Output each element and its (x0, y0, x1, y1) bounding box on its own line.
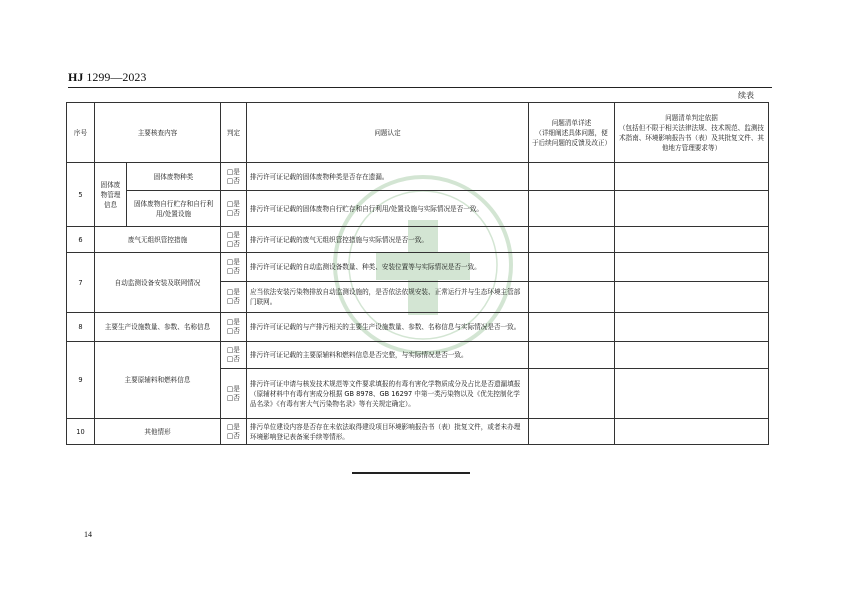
no-checkbox[interactable]: □否 (227, 355, 240, 363)
standard-code: HJ 1299—2023 (68, 70, 147, 84)
issue-cell: 排污许可证记载的主要原辅料和燃料信息是否完整，与实际情况是否一致。 (247, 342, 529, 369)
yes-checkbox[interactable]: □是 (227, 318, 240, 326)
table-row (67, 342, 769, 369)
desc-cell[interactable] (529, 369, 615, 419)
seq-cell: 9 (67, 342, 95, 419)
col-content: 主要核查内容 (95, 103, 221, 163)
judge-cell (221, 253, 247, 282)
content-cell: 固体废物自行贮存和自行利用/处置设施 (127, 191, 221, 227)
basis-cell[interactable] (615, 342, 769, 369)
table-row (67, 227, 769, 253)
issue-cell: 排污许可证申请与核发技术规范等文件要求填报的有毒有害化学物质成分及占比是否遗漏填报（原辅材料中有毒有害成分根据 GB 8978、GB 16297 中第一类污染物以及《优先控制化学品名录》《有毒有害大气污染物名录》等有关规定确定）。 (247, 369, 529, 419)
desc-cell[interactable] (529, 313, 615, 342)
table-header-row (67, 103, 769, 163)
no-checkbox[interactable]: □否 (227, 239, 240, 248)
issue-cell: 排污许可证记载的自动监测设备数量、种类、安装位置等与实际情况是否一致。 (247, 253, 529, 282)
basis-cell[interactable] (615, 191, 769, 227)
basis-cell[interactable] (615, 227, 769, 253)
col-desc: 问题清单详述 （详细阐述具体问题，便于后续问题的反馈及改正） (529, 103, 615, 163)
content-cell: 固体废物种类 (127, 163, 221, 191)
desc-cell[interactable] (529, 163, 615, 191)
end-rule (352, 472, 470, 474)
judge-cell (221, 163, 247, 191)
no-checkbox[interactable]: □否 (227, 327, 240, 335)
judge-cell (221, 369, 247, 419)
desc-cell[interactable] (529, 419, 615, 445)
seq-cell: 10 (67, 419, 95, 445)
judge-cell (221, 419, 247, 445)
col-issue: 问题认定 (247, 103, 529, 163)
content-cell: 自动监测设备安装及联网情况 (95, 253, 221, 313)
yes-checkbox[interactable]: □是 (227, 167, 240, 176)
seq-cell: 5 (67, 163, 95, 227)
yes-checkbox[interactable]: □是 (227, 288, 240, 296)
verification-table (66, 102, 769, 445)
issue-cell: 排污许可证记载的与产排污相关的主要生产设施数量、参数、名称信息与实际情况是否一致。 (247, 313, 529, 342)
col-basis: 问题清单判定依据 （包括但不限于相关法律法规、技术规范、监测技术指南、环境影响报告书（表）及其批复文件、其他地方管理要求等） (615, 103, 769, 163)
judge-cell (221, 227, 247, 253)
yes-checkbox[interactable]: □是 (227, 346, 240, 354)
desc-cell[interactable] (529, 227, 615, 253)
col-judge: 判定 (221, 103, 247, 163)
no-checkbox[interactable]: □否 (227, 297, 240, 305)
table-row (67, 163, 769, 191)
no-checkbox[interactable]: □否 (227, 176, 240, 185)
header-rule (68, 87, 772, 88)
desc-cell[interactable] (529, 282, 615, 313)
basis-cell[interactable] (615, 282, 769, 313)
judge-cell (221, 191, 247, 227)
yes-checkbox[interactable]: □是 (227, 384, 240, 393)
issue-cell: 排污许可证记载的废气无组织管控措施与实际情况是否一致。 (247, 227, 529, 253)
table-row (67, 253, 769, 282)
issue-cell: 排污许可证记载的固体废物自行贮存和自行利用/处置设施与实际情况是否一致。 (247, 191, 529, 227)
seq-cell: 7 (67, 253, 95, 313)
content-cell: 主要原辅料和燃料信息 (95, 342, 221, 419)
table-row (67, 191, 769, 227)
desc-cell[interactable] (529, 342, 615, 369)
seq-cell: 6 (67, 227, 95, 253)
page-number: 14 (84, 530, 92, 539)
basis-cell[interactable] (615, 369, 769, 419)
no-checkbox[interactable]: □否 (227, 267, 240, 275)
no-checkbox[interactable]: □否 (227, 393, 240, 402)
yes-checkbox[interactable]: □是 (227, 422, 240, 431)
no-checkbox[interactable]: □否 (227, 431, 240, 440)
issue-cell: 应当依法安装污染物排放自动监测设施的，是否依法依规安装、正常运行并与生态环境主管部门联网。 (247, 282, 529, 313)
yes-checkbox[interactable]: □是 (227, 199, 240, 208)
basis-cell[interactable] (615, 419, 769, 445)
continued-label: 续表 (738, 91, 754, 100)
judge-cell (221, 342, 247, 369)
yes-checkbox[interactable]: □是 (227, 258, 240, 266)
desc-cell[interactable] (529, 253, 615, 282)
issue-cell: 排污单位建设内容是否存在未依法取得建设项目环境影响报告书（表）批复文件，或者未办理环境影响登记表备案手续等情形。 (247, 419, 529, 445)
seq-cell: 8 (67, 313, 95, 342)
content-cell: 主要生产设施数量、参数、名称信息 (95, 313, 221, 342)
issue-cell: 排污许可证记载的固体废物种类是否存在遗漏。 (247, 163, 529, 191)
basis-cell[interactable] (615, 313, 769, 342)
desc-cell[interactable] (529, 191, 615, 227)
no-checkbox[interactable]: □否 (227, 208, 240, 217)
basis-cell[interactable] (615, 253, 769, 282)
content-cell: 其他情形 (95, 419, 221, 445)
table-row (67, 313, 769, 342)
content-cell: 废气无组织管控措施 (95, 227, 221, 253)
basis-cell[interactable] (615, 163, 769, 191)
judge-cell (221, 282, 247, 313)
category-cell: 固体废物管理信息 (95, 163, 127, 227)
table-row (67, 419, 769, 445)
judge-cell (221, 313, 247, 342)
col-seq: 序号 (67, 103, 95, 163)
yes-checkbox[interactable]: □是 (227, 230, 240, 239)
